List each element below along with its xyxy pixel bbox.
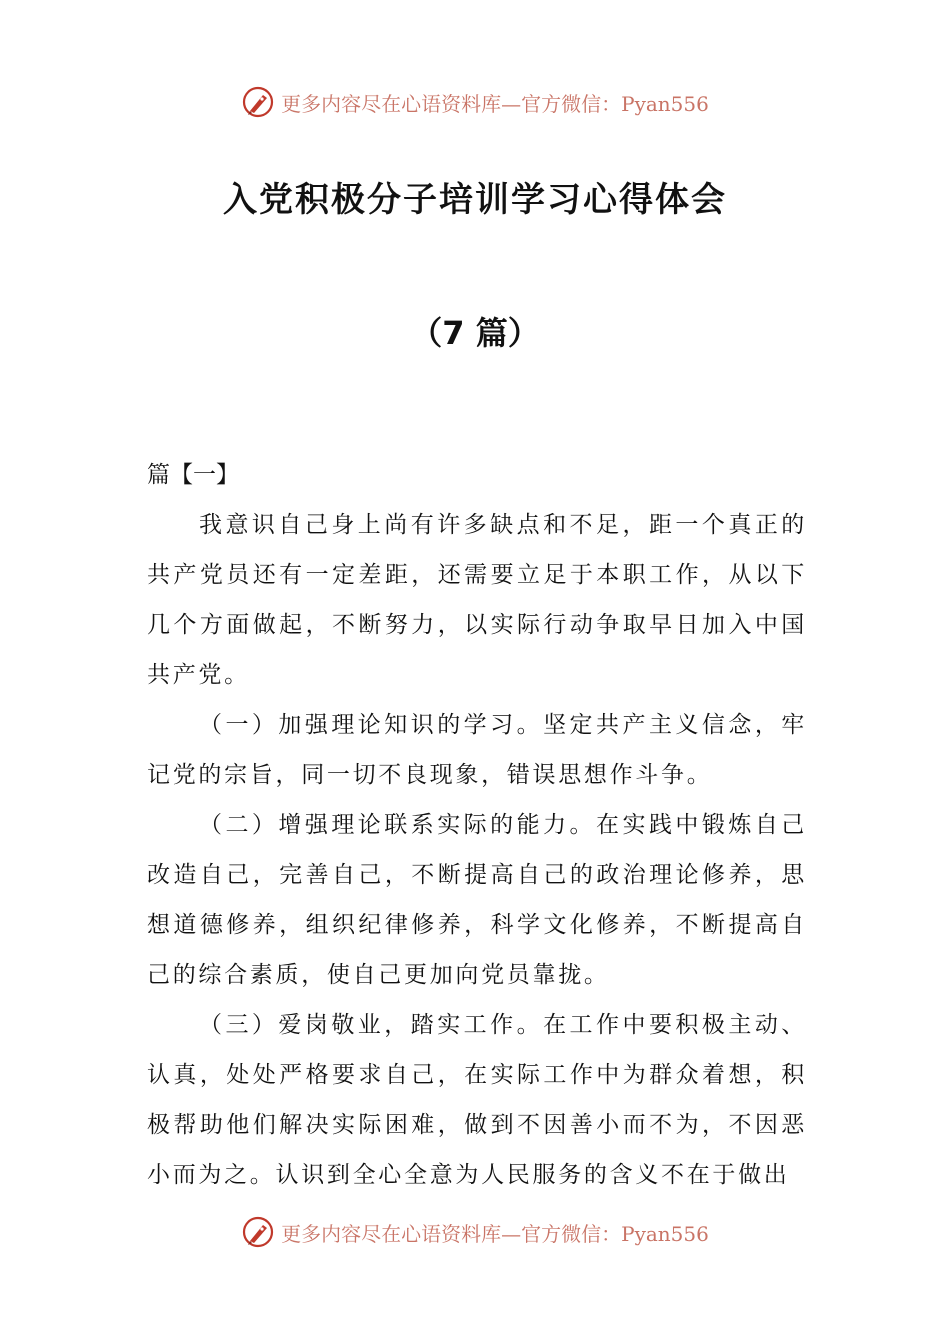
footer-banner-text: 更多内容尽在心语资料库—官方微信：Pyan556 xyxy=(281,1221,709,1246)
document-subtitle: （7 篇） xyxy=(410,314,540,352)
header-banner xyxy=(0,82,950,122)
paragraph: （一）加强理论知识的学习。坚定共产主义信念，牢记党的宗旨，同一切不良现象，错误思想作斗争。 xyxy=(147,712,807,788)
document-body xyxy=(147,450,807,1200)
paragraph: （二）增强理论联系实际的能力。在实践中锻炼自己改造自己，完善自己，不断提高自己的政治理论修养，思想道德修养，组织纪律修养，科学文化修养，不断提高自己的综合素质，使自己更加向党员靠拢。 xyxy=(147,812,807,988)
pen-nib-logo-icon xyxy=(241,1215,275,1249)
header-banner-text: 更多内容尽在心语资料库—官方微信：Pyan556 xyxy=(281,91,709,116)
paragraph: （三）爱岗敬业，踏实工作。在工作中要积极主动、认真，处处严格要求自己，在实际工作中为群众着想，积极帮助他们解决实际困难，做到不因善小而不为，不因恶小而为之。认识到全心全意为人民服务的含义不在于做出 xyxy=(147,1012,807,1188)
pen-nib-logo-icon xyxy=(241,85,275,119)
footer-banner xyxy=(0,1212,950,1252)
paragraph: 我意识自己身上尚有许多缺点和不足，距一个真正的共产党员还有一定差距，还需要立足于本职工作，从以下几个方面做起，不断努力，以实际行动争取早日加入中国共产党。 xyxy=(147,512,807,688)
section-heading: 篇【一】 xyxy=(147,462,239,488)
document-title: 入党积极分子培训学习心得体会 xyxy=(223,180,727,220)
